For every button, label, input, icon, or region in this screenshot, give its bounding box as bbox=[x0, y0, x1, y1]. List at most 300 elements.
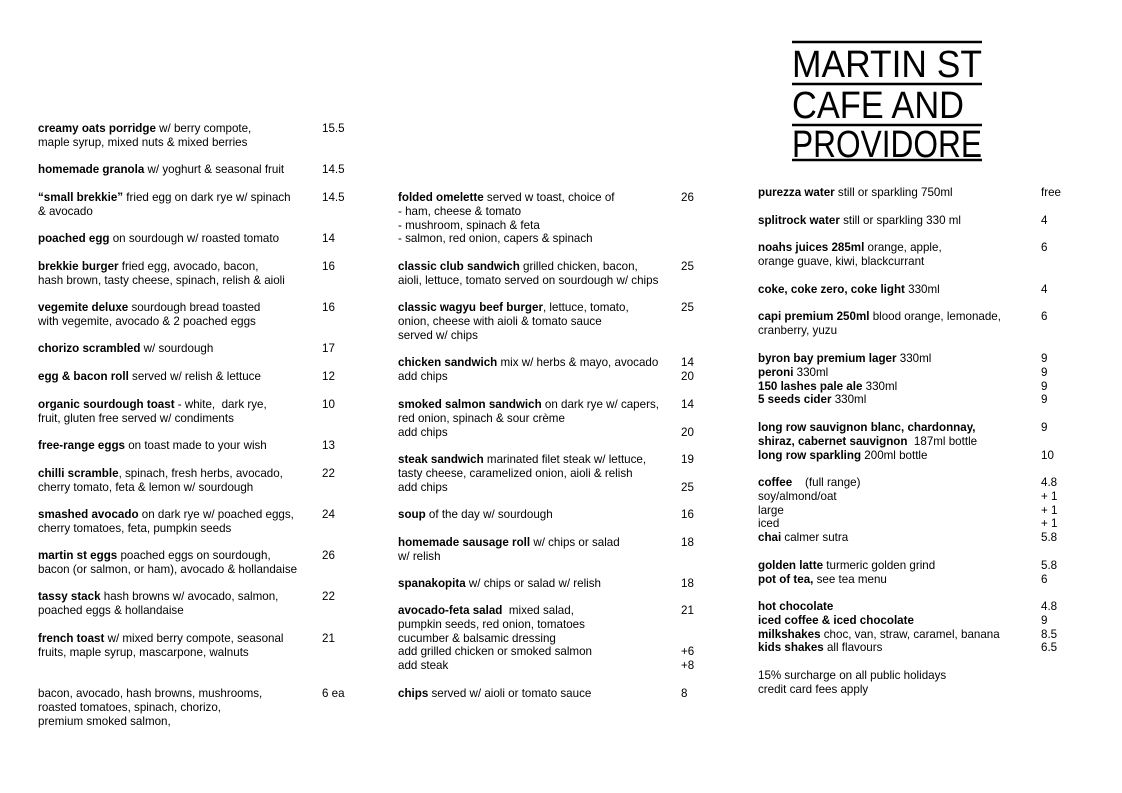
item-price: 5.8 bbox=[1041, 531, 1058, 545]
menu-item bbox=[38, 232, 335, 246]
description-line bbox=[758, 683, 946, 697]
item-description bbox=[398, 687, 591, 701]
item-description bbox=[398, 536, 620, 564]
item-detail: mix w/ herbs & mayo, avocado bbox=[497, 356, 659, 369]
item-description bbox=[398, 604, 592, 673]
item-detail: orange guave, kiwi, blackcurrant bbox=[758, 254, 925, 268]
item-price: 21 bbox=[322, 632, 335, 645]
logo-line-3: PROVIDORE bbox=[792, 124, 982, 166]
menu-item bbox=[758, 310, 1048, 338]
description-line bbox=[758, 214, 961, 228]
description-line bbox=[38, 549, 297, 563]
menu-item bbox=[758, 669, 946, 697]
item-detail: 330ml bbox=[904, 283, 940, 296]
cafe-logo bbox=[792, 40, 982, 166]
item-detail: premium smoked salmon, bbox=[38, 714, 171, 728]
item-detail: aioli, lettuce, tomato served on sourdough w/ chips bbox=[398, 273, 659, 287]
item-name: iced coffee & iced chocolate bbox=[758, 613, 914, 627]
description-line bbox=[38, 508, 294, 522]
item-price: 14 bbox=[322, 232, 335, 245]
item-name: milkshakes bbox=[758, 627, 821, 641]
item-price bbox=[681, 632, 694, 646]
item-description bbox=[38, 508, 294, 536]
menu-item bbox=[758, 283, 1048, 297]
item-price: 4 bbox=[1041, 283, 1048, 296]
description-line bbox=[38, 398, 267, 412]
item-detail: mixed salad, bbox=[502, 604, 574, 617]
menu-item bbox=[398, 260, 694, 288]
item-detail: poached eggs & hollandaise bbox=[38, 603, 184, 617]
item-name: splitrock water bbox=[758, 214, 840, 227]
menu-item bbox=[758, 186, 1061, 200]
item-detail: with vegemite, avocado & 2 poached eggs bbox=[38, 314, 256, 328]
item-price: 15.5 bbox=[322, 122, 345, 135]
description-line bbox=[758, 559, 935, 573]
description-line bbox=[758, 490, 860, 504]
menu-item bbox=[758, 476, 1058, 545]
description-line bbox=[38, 315, 260, 329]
description-line bbox=[398, 274, 658, 288]
item-price: 14 bbox=[681, 356, 694, 369]
item-detail: add steak bbox=[398, 659, 449, 673]
item-detail: - mushroom, spinach & feta bbox=[398, 218, 540, 232]
item-price: 10 bbox=[1041, 448, 1054, 462]
item-prices bbox=[1041, 559, 1057, 587]
description-line bbox=[38, 701, 262, 715]
menu-item bbox=[38, 632, 335, 660]
menu-item bbox=[758, 241, 1048, 269]
item-description bbox=[758, 600, 1000, 655]
description-line bbox=[758, 531, 860, 545]
item-name: long row sparkling bbox=[758, 448, 862, 462]
menu-item bbox=[38, 549, 335, 577]
item-detail: calmer sutra bbox=[781, 531, 849, 545]
item-detail: 330ml bbox=[896, 352, 932, 365]
item-price: 22 bbox=[322, 590, 335, 603]
item-name: peroni bbox=[758, 365, 794, 379]
item-detail: 330ml bbox=[862, 379, 898, 393]
item-detail: grilled chicken, bacon, bbox=[519, 260, 638, 273]
item-description bbox=[38, 232, 279, 246]
item-price: 21 bbox=[681, 604, 694, 617]
item-detail: w/ berry compote, bbox=[155, 122, 252, 135]
menu-item bbox=[758, 600, 1058, 655]
item-detail: cranberry, yuzu bbox=[758, 323, 838, 337]
item-detail: served w toast, choice of bbox=[483, 191, 615, 204]
item-name: hot chocolate bbox=[758, 600, 834, 613]
menu-item bbox=[398, 536, 694, 564]
description-line bbox=[758, 449, 977, 463]
item-description bbox=[758, 669, 946, 697]
item-price: 19 bbox=[681, 453, 694, 466]
description-line bbox=[38, 191, 291, 205]
item-name: chai bbox=[758, 531, 782, 545]
item-name: coffee bbox=[758, 476, 793, 489]
description-line bbox=[38, 481, 283, 495]
item-name: shiraz, cabernet sauvignon bbox=[758, 434, 908, 448]
item-price: 9 bbox=[1041, 421, 1048, 434]
item-price bbox=[681, 412, 694, 426]
item-description bbox=[758, 310, 1001, 338]
item-prices bbox=[1041, 241, 1047, 255]
item-name: classic wagyu beef burger bbox=[398, 301, 543, 314]
item-prices bbox=[681, 260, 694, 274]
description-line bbox=[38, 715, 262, 729]
item-name: soup bbox=[398, 508, 426, 521]
item-detail: , lettuce, tomato, bbox=[542, 301, 629, 314]
item-prices bbox=[681, 356, 694, 384]
description-line bbox=[38, 274, 285, 288]
item-detail: fried egg on dark rye w/ spinach bbox=[123, 191, 291, 204]
item-name: tassy stack bbox=[38, 590, 101, 603]
item-detail: turmeric golden grind bbox=[823, 559, 936, 572]
description-line bbox=[758, 600, 1000, 614]
item-description bbox=[758, 476, 860, 545]
item-detail: still or sparkling 750ml bbox=[834, 186, 953, 199]
item-price: 18 bbox=[681, 577, 694, 590]
description-line bbox=[398, 260, 658, 274]
description-line bbox=[398, 645, 592, 659]
item-price: 10 bbox=[322, 398, 335, 411]
item-price: 18 bbox=[681, 536, 694, 549]
item-description bbox=[758, 241, 942, 269]
description-line bbox=[758, 614, 1000, 628]
item-price: 9 bbox=[1041, 352, 1048, 365]
item-detail: cucumber & balsamic dressing bbox=[398, 631, 556, 645]
menu-item bbox=[758, 559, 1058, 587]
item-prices bbox=[1041, 310, 1047, 324]
item-name: homemade granola bbox=[38, 163, 145, 176]
item-price: free bbox=[1041, 186, 1061, 199]
menu-item bbox=[38, 398, 335, 426]
item-name: creamy oats porridge bbox=[38, 122, 156, 135]
description-line bbox=[398, 370, 658, 384]
menu-item bbox=[38, 439, 335, 453]
description-line bbox=[758, 324, 1001, 338]
menu-item bbox=[398, 398, 694, 439]
description-line bbox=[398, 508, 553, 522]
item-name: egg & bacon roll bbox=[38, 370, 129, 383]
item-detail: all flavours bbox=[823, 641, 883, 655]
menu-item bbox=[398, 301, 694, 342]
description-line bbox=[398, 687, 591, 701]
description-line bbox=[398, 453, 646, 467]
item-price: 20 bbox=[681, 425, 694, 439]
item-detail: w/ sourdough bbox=[140, 342, 214, 355]
item-prices bbox=[1041, 600, 1057, 655]
description-line bbox=[758, 504, 860, 518]
description-line bbox=[38, 301, 260, 315]
item-description bbox=[398, 577, 601, 591]
item-prices bbox=[1041, 283, 1047, 297]
item-name: steak sandwich bbox=[398, 453, 484, 466]
item-prices bbox=[681, 301, 694, 315]
item-prices bbox=[1041, 476, 1057, 545]
logo-line-1: MARTIN ST bbox=[792, 44, 982, 86]
description-line bbox=[398, 426, 659, 440]
description-line bbox=[758, 283, 940, 297]
item-prices bbox=[681, 398, 694, 439]
description-line bbox=[38, 632, 284, 646]
menu-item bbox=[398, 577, 694, 591]
item-description bbox=[398, 356, 658, 384]
item-description bbox=[758, 186, 953, 200]
description-line bbox=[398, 550, 620, 564]
menu-item bbox=[758, 421, 1054, 462]
item-price: +8 bbox=[681, 659, 695, 673]
item-description bbox=[38, 191, 291, 219]
description-line bbox=[758, 393, 931, 407]
item-detail: add chips bbox=[398, 425, 448, 439]
item-price: 6 bbox=[1041, 241, 1048, 254]
description-line bbox=[398, 398, 659, 412]
item-detail: see tea menu bbox=[813, 572, 887, 586]
item-description bbox=[38, 163, 284, 177]
description-line bbox=[398, 232, 615, 246]
item-detail: pumpkin seeds, red onion, tomatoes bbox=[398, 617, 585, 631]
item-price: 24 bbox=[322, 508, 335, 521]
item-detail: fried egg, avocado, bacon, bbox=[118, 260, 259, 273]
item-detail: add chips bbox=[398, 480, 448, 494]
item-description bbox=[758, 559, 935, 587]
item-name: homemade sausage roll bbox=[398, 536, 531, 549]
item-detail: sourdough bread toasted bbox=[128, 301, 261, 314]
item-name: byron bay premium lager bbox=[758, 352, 897, 365]
item-detail: soy/almond/oat bbox=[758, 489, 837, 503]
item-name: martin st eggs bbox=[38, 549, 118, 562]
description-line bbox=[398, 618, 592, 632]
item-name: free-range eggs bbox=[38, 439, 125, 452]
item-detail: w/ relish bbox=[398, 549, 441, 563]
item-detail: 200ml bottle bbox=[861, 448, 928, 462]
item-prices bbox=[681, 453, 694, 494]
item-price: 12 bbox=[322, 370, 335, 383]
item-detail: cherry tomatoes, feta, pumpkin seeds bbox=[38, 521, 232, 535]
description-line bbox=[38, 370, 261, 384]
item-description bbox=[398, 508, 553, 522]
item-detail: 330ml bbox=[831, 393, 867, 407]
description-line bbox=[38, 687, 262, 701]
item-description bbox=[758, 283, 940, 297]
description-line bbox=[758, 255, 942, 269]
description-line bbox=[38, 260, 285, 274]
description-line bbox=[38, 439, 267, 453]
menu-item bbox=[38, 590, 335, 618]
description-line bbox=[758, 628, 1000, 642]
description-line bbox=[38, 163, 284, 177]
menu-item bbox=[398, 356, 694, 384]
item-detail: marinated filet steak w/ lettuce, bbox=[483, 453, 647, 466]
description-line bbox=[38, 646, 284, 660]
description-line bbox=[758, 517, 860, 531]
description-line bbox=[758, 241, 942, 255]
item-detail: & avocado bbox=[38, 204, 93, 218]
menu-item bbox=[398, 604, 695, 673]
item-description bbox=[398, 191, 615, 246]
item-detail: of the day w/ sourdough bbox=[425, 508, 553, 521]
item-detail: w/ chips or salad bbox=[530, 536, 620, 549]
item-description bbox=[398, 301, 629, 342]
item-prices bbox=[681, 191, 694, 205]
item-description bbox=[38, 301, 260, 329]
item-price: 20 bbox=[681, 369, 694, 383]
item-prices bbox=[681, 536, 694, 550]
item-detail: blood orange, lemonade, bbox=[869, 310, 1001, 323]
description-line bbox=[758, 641, 1000, 655]
item-name: purezza water bbox=[758, 186, 835, 199]
description-line bbox=[398, 315, 629, 329]
description-line bbox=[758, 310, 1001, 324]
description-line bbox=[398, 191, 615, 205]
item-name: avocado-feta salad bbox=[398, 604, 503, 617]
item-name: smashed avocado bbox=[38, 508, 139, 521]
description-line bbox=[398, 219, 615, 233]
item-description bbox=[38, 260, 285, 288]
item-price: 6 ea bbox=[322, 687, 345, 700]
item-name: classic club sandwich bbox=[398, 260, 520, 273]
item-price: 26 bbox=[681, 191, 694, 204]
menu-item bbox=[38, 342, 335, 356]
menu-item bbox=[398, 453, 694, 494]
item-detail: still or sparkling 330 ml bbox=[839, 214, 961, 227]
item-price bbox=[1041, 435, 1054, 449]
item-detail: red onion, spinach & sour crème bbox=[398, 411, 565, 425]
item-description bbox=[38, 590, 278, 618]
item-detail: orange, apple, bbox=[864, 241, 942, 254]
description-line bbox=[758, 669, 946, 683]
item-detail: on dark rye w/ poached eggs, bbox=[138, 508, 294, 521]
item-description bbox=[38, 467, 283, 495]
item-price: 9 bbox=[1041, 365, 1048, 379]
item-price: 6 bbox=[1041, 310, 1048, 323]
description-line bbox=[38, 522, 294, 536]
description-line bbox=[758, 380, 931, 394]
item-name: capi premium 250ml bbox=[758, 310, 870, 323]
item-name: pot of tea, bbox=[758, 572, 814, 586]
item-detail: poached eggs on sourdough, bbox=[117, 549, 271, 562]
item-description bbox=[398, 398, 659, 439]
item-description bbox=[38, 549, 297, 577]
item-description bbox=[758, 421, 977, 462]
item-detail: add grilled chicken or smoked salmon bbox=[398, 645, 592, 659]
item-prices bbox=[1041, 421, 1054, 462]
description-line bbox=[398, 467, 646, 481]
item-name: french toast bbox=[38, 632, 105, 645]
menu-item bbox=[38, 301, 335, 329]
item-price: 25 bbox=[681, 480, 694, 494]
item-price: + 1 bbox=[1041, 517, 1058, 531]
menu-item bbox=[38, 467, 335, 495]
item-detail: fruit, gluten free served w/ condiments bbox=[38, 411, 234, 425]
item-description bbox=[38, 687, 262, 728]
item-detail: - ham, cheese & tomato bbox=[398, 204, 522, 218]
menu-item bbox=[38, 508, 335, 536]
item-price: 4 bbox=[1041, 214, 1048, 227]
description-line bbox=[38, 205, 291, 219]
item-name: noahs juices 285ml bbox=[758, 241, 865, 254]
menu-item bbox=[38, 191, 345, 219]
item-description bbox=[398, 260, 658, 288]
item-detail: hash browns w/ avocado, salmon, bbox=[100, 590, 279, 603]
item-name: smoked salmon sandwich bbox=[398, 398, 542, 411]
item-prices bbox=[681, 604, 694, 673]
description-line bbox=[398, 205, 615, 219]
item-price: 9 bbox=[1041, 393, 1048, 407]
item-detail: tasty cheese, caramelized onion, aioli & relish bbox=[398, 466, 633, 480]
item-price: 9 bbox=[1041, 379, 1048, 393]
item-description bbox=[38, 398, 267, 426]
menu-item bbox=[758, 352, 1048, 407]
description-line bbox=[398, 536, 620, 550]
description-line bbox=[398, 412, 659, 426]
item-price: 8 bbox=[681, 687, 688, 700]
description-line bbox=[758, 352, 931, 366]
menu-item bbox=[38, 163, 345, 177]
item-price: 14.5 bbox=[322, 191, 345, 204]
item-name: 5 seeds cider bbox=[758, 393, 832, 407]
description-line bbox=[398, 481, 646, 495]
item-detail: onion, cheese with aioli & tomato sauce bbox=[398, 314, 602, 328]
item-price: 4.8 bbox=[1041, 600, 1058, 613]
item-price: 14 bbox=[681, 398, 694, 411]
item-price: +6 bbox=[681, 645, 695, 659]
description-line bbox=[758, 476, 860, 490]
item-detail: maple syrup, mixed nuts & mixed berries bbox=[38, 135, 248, 149]
menu-item bbox=[38, 370, 335, 384]
item-description bbox=[38, 632, 284, 660]
item-description bbox=[398, 453, 646, 494]
item-price: 17 bbox=[322, 342, 335, 355]
item-price: 22 bbox=[322, 467, 335, 480]
description-line bbox=[758, 366, 931, 380]
item-prices bbox=[681, 577, 694, 591]
description-line bbox=[758, 435, 977, 449]
item-prices bbox=[681, 687, 687, 701]
item-price: 26 bbox=[322, 549, 335, 562]
description-line bbox=[758, 421, 977, 435]
item-detail: served w/ relish & lettuce bbox=[128, 370, 261, 383]
item-description bbox=[38, 122, 251, 150]
item-detail: on toast made to your wish bbox=[124, 439, 267, 452]
description-line bbox=[398, 356, 658, 370]
item-name: chips bbox=[398, 687, 429, 700]
description-line bbox=[38, 563, 297, 577]
menu-item bbox=[38, 687, 345, 728]
item-description bbox=[758, 214, 961, 228]
item-name: spanakopita bbox=[398, 577, 466, 590]
item-price bbox=[681, 618, 694, 632]
item-price: 8.5 bbox=[1041, 627, 1058, 641]
item-name: organic sourdough toast bbox=[38, 398, 175, 411]
item-description bbox=[38, 342, 213, 356]
item-name: folded omelette bbox=[398, 191, 484, 204]
item-detail: 15% surcharge on all public holidays bbox=[758, 669, 947, 682]
item-price: 14.5 bbox=[322, 163, 345, 176]
item-price: 13 bbox=[322, 439, 335, 452]
item-detail: , spinach, fresh herbs, avocado, bbox=[118, 467, 283, 480]
item-detail: cherry tomato, feta & lemon w/ sourdough bbox=[38, 480, 254, 494]
item-name: chicken sandwich bbox=[398, 356, 498, 369]
item-detail: w/ mixed berry compote, seasonal bbox=[104, 632, 284, 645]
item-description bbox=[758, 352, 931, 407]
description-line bbox=[398, 577, 601, 591]
item-price: 6 bbox=[1041, 572, 1048, 586]
menu-item bbox=[38, 260, 335, 288]
item-detail: roasted tomatoes, spinach, chorizo, bbox=[38, 700, 222, 714]
description-line bbox=[38, 232, 279, 246]
item-detail: fruits, maple syrup, mascarpone, walnuts bbox=[38, 645, 249, 659]
description-line bbox=[398, 632, 592, 646]
